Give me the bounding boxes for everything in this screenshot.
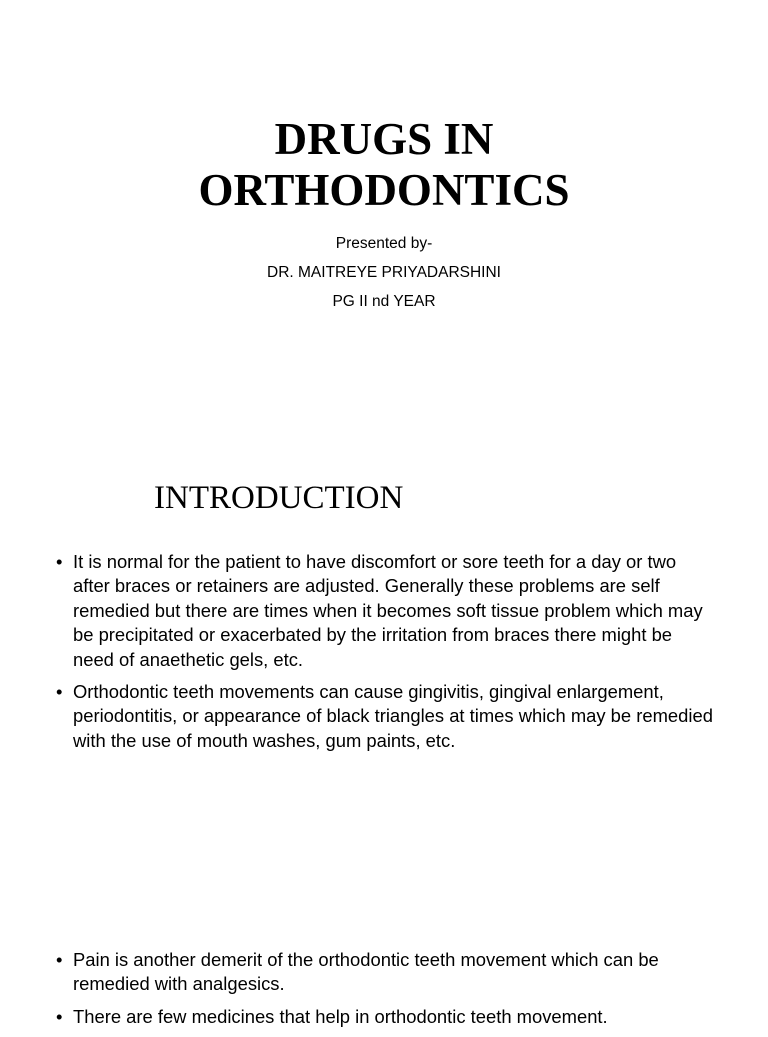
presenter-year: PG II nd YEAR bbox=[332, 293, 436, 310]
bullet-text: Orthodontic teeth movements can cause gingivitis, gingival enlargement, periodontitis, or appearance of black triangles at times which may be remedied with the use of mouth washes, gum paints, etc. bbox=[73, 681, 713, 751]
bullet-item bbox=[56, 948, 716, 997]
introduction-slide bbox=[0, 432, 768, 1027]
bullet-dot-icon: • bbox=[56, 949, 63, 970]
bullet-list-top bbox=[56, 550, 716, 761]
presenter-info bbox=[0, 229, 768, 316]
bullet-dot-icon: • bbox=[56, 681, 63, 703]
bullet-text: There are few medicines that help in orthodontic teeth movement. bbox=[73, 1005, 608, 1027]
presentation-title bbox=[0, 114, 768, 216]
title-line-2: ORTHODONTICS bbox=[198, 165, 570, 215]
bullet-dot-icon: • bbox=[56, 1005, 63, 1027]
title-line-1: DRUGS IN bbox=[274, 114, 494, 164]
presenter-name: DR. MAITREYE PRIYADARSHINI bbox=[267, 264, 501, 281]
introduction-heading: INTRODUCTION bbox=[154, 480, 404, 516]
bullet-item bbox=[56, 550, 716, 672]
bullet-text: It is normal for the patient to have discomfort or sore teeth for a day or two after braces or retainers are adjusted. Generally these problems are self remedied but there are times when it becomes soft tissue problem which may be precipitated or exacerbated by the irritation from braces there might be need of anaethetic gels, etc. bbox=[73, 551, 703, 670]
bullet-dot-icon: • bbox=[56, 551, 63, 572]
title-slide bbox=[0, 0, 768, 432]
presented-by-label: Presented by- bbox=[335, 235, 433, 252]
bullet-text: Pain is another demerit of the orthodontic teeth movement which can be remedied with analgesics. bbox=[73, 949, 659, 995]
bullet-item bbox=[56, 680, 716, 753]
bullet-item bbox=[56, 1005, 716, 1029]
